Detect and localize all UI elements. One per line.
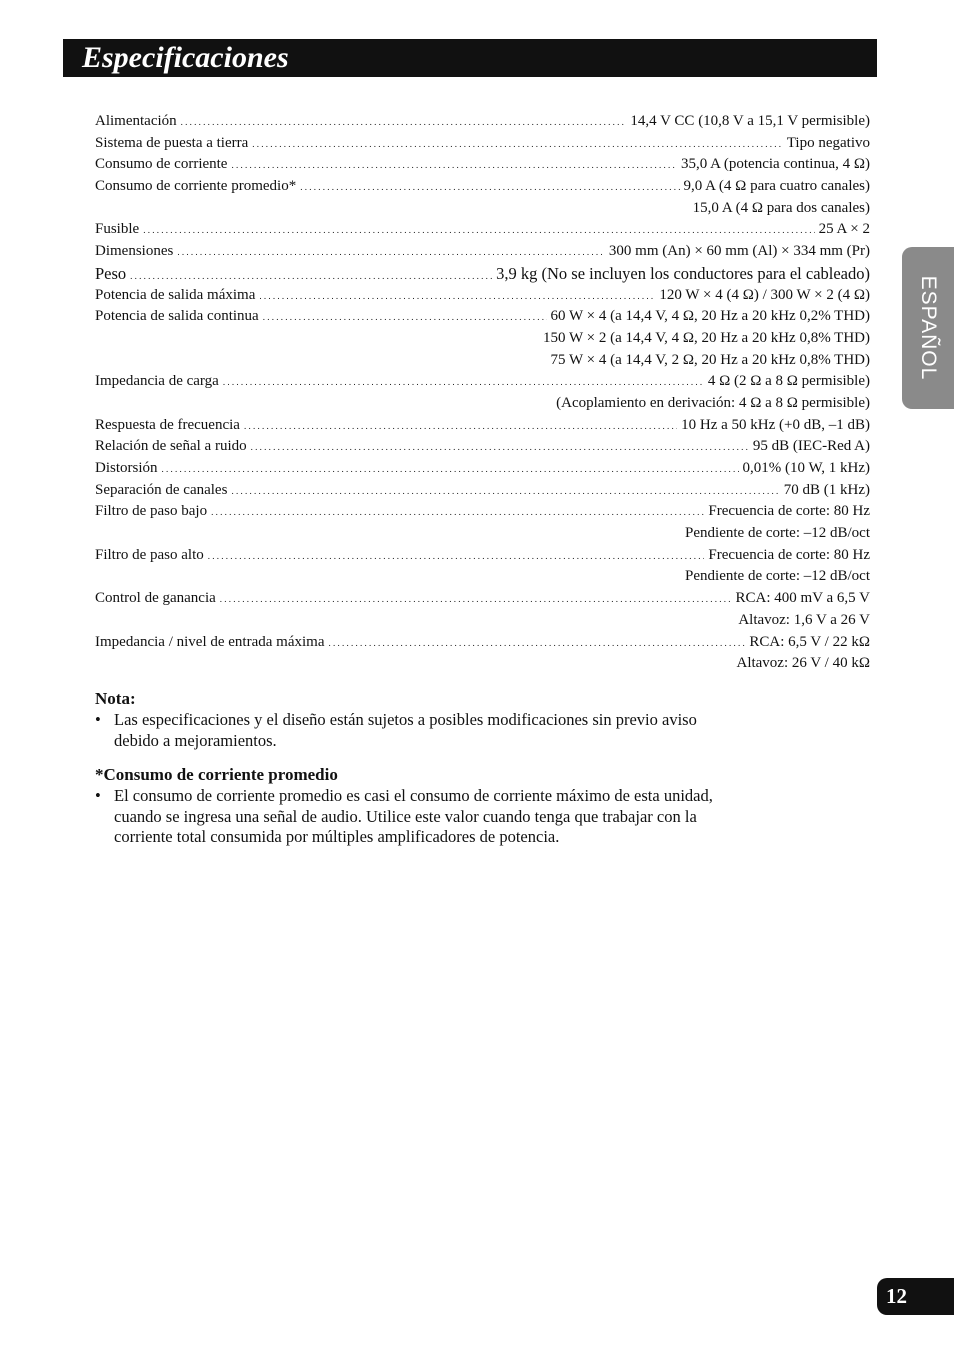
spec-label: Control de ganancia — [95, 590, 216, 607]
spec-row — [95, 458, 870, 480]
dot-leader — [211, 501, 704, 524]
specifications-list — [95, 111, 870, 675]
note-heading: Nota: — [95, 689, 136, 708]
spec-continuation: Pendiente de corte: –12 dB/oct — [685, 525, 870, 542]
spec-label: Impedancia de carga — [95, 373, 219, 390]
spec-row — [95, 436, 870, 458]
spec-value: Tipo negativo — [786, 134, 870, 151]
spec-label: Consumo de corriente promedio* — [95, 178, 297, 195]
spec-row — [95, 263, 870, 285]
spec-continuation: 15,0 A (4 Ω para dos canales) — [692, 199, 870, 216]
spec-label: Relación de señal a ruido — [95, 438, 247, 455]
dot-leader — [223, 371, 704, 394]
spec-row — [95, 501, 870, 523]
page-number-badge — [877, 1278, 954, 1315]
spec-value: 0,01% (10 W, 1 kHz) — [742, 460, 870, 476]
spec-row — [95, 632, 870, 654]
spec-value: 25 A × 2 — [818, 221, 870, 238]
notes-section — [95, 688, 715, 848]
spec-row — [95, 154, 870, 176]
dot-leader — [181, 111, 627, 134]
spec-row — [95, 415, 870, 437]
dot-leader — [143, 219, 814, 242]
spec-value: Frecuencia de corte: 80 Hz — [708, 503, 870, 520]
spec-row — [95, 111, 870, 133]
spec-label: Respuesta de frecuencia — [95, 416, 240, 433]
page-title: Especificaciones — [82, 41, 289, 74]
dot-leader — [251, 436, 749, 459]
spec-row — [95, 371, 870, 393]
spec-label: Fusible — [95, 221, 140, 238]
title-bar — [63, 39, 877, 77]
bullet: • — [95, 710, 101, 729]
language-tab-label: ESPAÑOL — [917, 275, 940, 381]
dot-leader — [231, 480, 779, 503]
spec-label: Dimensiones — [95, 243, 174, 260]
spec-continuation: Altavoz: 26 V / 40 kΩ — [736, 655, 870, 672]
spec-value: Frecuencia de corte: 80 Hz — [708, 546, 870, 563]
spec-value: 14,4 V CC (10,8 V a 15,1 V permisible) — [630, 113, 870, 129]
average-current-list — [95, 786, 715, 848]
dot-leader — [263, 306, 547, 329]
spec-continuation: 75 W × 4 (a 14,4 V, 2 Ω, 20 Hz a 20 kHz 0,8% THD) — [550, 351, 870, 368]
spec-row — [95, 176, 870, 198]
note-list — [95, 710, 715, 751]
note-item — [95, 710, 715, 751]
page-number: 12 — [886, 1284, 907, 1308]
spec-row — [95, 480, 870, 502]
spec-label: Impedancia / nivel de entrada máxima — [95, 633, 325, 650]
spec-row — [95, 306, 870, 328]
spec-value: RCA: 400 mV a 6,5 V — [735, 590, 870, 607]
average-current-text: El consumo de corriente promedio es casi el consumo de corriente máximo de esta unidad, cuando se ingresa una señal de audio. Utilice este valor cuando tenga que trabajar con la corriente total consumida por múltiples amplificadores de potencia. — [114, 786, 713, 846]
language-tab — [902, 247, 954, 409]
dot-leader — [220, 588, 732, 611]
spec-label: Alimentación — [95, 113, 177, 129]
spec-label: Distorsión — [95, 460, 158, 476]
note-text: Las especificaciones y el diseño están sujetos a posibles modificaciones sin previo aviso debido a mejoramientos. — [114, 710, 697, 750]
dot-leader — [231, 154, 677, 177]
dot-leader — [244, 415, 677, 438]
spec-continuation: (Acoplamiento en derivación: 4 Ω a 8 Ω permisible) — [556, 394, 870, 411]
spec-row — [95, 285, 870, 307]
spec-value: RCA: 6,5 V / 22 kΩ — [749, 633, 870, 650]
spec-row — [95, 219, 870, 241]
spec-row — [95, 588, 870, 610]
dot-leader — [300, 176, 679, 199]
spec-label: Filtro de paso alto — [95, 546, 204, 563]
average-current-item — [95, 786, 715, 848]
spec-value: 3,9 kg (No se incluyen los conductores para el cableado) — [496, 263, 870, 283]
spec-value: 35,0 A (potencia continua, 4 Ω) — [680, 156, 870, 173]
spec-label: Peso — [95, 263, 127, 283]
spec-label: Potencia de salida máxima — [95, 286, 256, 303]
dot-leader — [177, 241, 605, 264]
spec-value: 10 Hz a 50 kHz (+0 dB, –1 dB) — [681, 416, 870, 433]
spec-label: Sistema de puesta a tierra — [95, 134, 249, 151]
spec-continuation: Altavoz: 1,6 V a 26 V — [738, 611, 870, 628]
dot-leader — [328, 632, 745, 655]
spec-value: 120 W × 4 (4 Ω) / 300 W × 2 (4 Ω) — [659, 286, 870, 303]
spec-continuation: Pendiente de corte: –12 dB/oct — [685, 568, 870, 585]
spec-value: 9,0 A (4 Ω para cuatro canales) — [683, 178, 870, 195]
spec-label: Filtro de paso bajo — [95, 503, 208, 520]
dot-leader — [208, 545, 705, 568]
dot-leader — [162, 458, 739, 481]
dot-leader — [259, 285, 655, 308]
spec-label: Potencia de salida continua — [95, 308, 259, 325]
spec-row — [95, 545, 870, 567]
spec-row — [95, 133, 870, 155]
spec-value: 70 dB (1 kHz) — [783, 481, 870, 498]
average-current-heading: *Consumo de corriente promedio — [95, 765, 338, 784]
dot-leader — [252, 133, 783, 156]
bullet: • — [95, 786, 101, 805]
spec-label: Separación de canales — [95, 481, 228, 498]
spec-value: 95 dB (IEC-Red A) — [752, 438, 870, 455]
spec-value: 4 Ω (2 Ω a 8 Ω permisible) — [707, 373, 870, 390]
spec-value: 60 W × 4 (a 14,4 V, 4 Ω, 20 Hz a 20 kHz 0,2% THD) — [550, 308, 870, 325]
spec-row — [95, 241, 870, 263]
spec-continuation: 150 W × 2 (a 14,4 V, 4 Ω, 20 Hz a 20 kHz 0,8% THD) — [543, 329, 870, 346]
spec-value: 300 mm (An) × 60 mm (Al) × 334 mm (Pr) — [608, 243, 870, 260]
spec-label: Consumo de corriente — [95, 156, 228, 173]
